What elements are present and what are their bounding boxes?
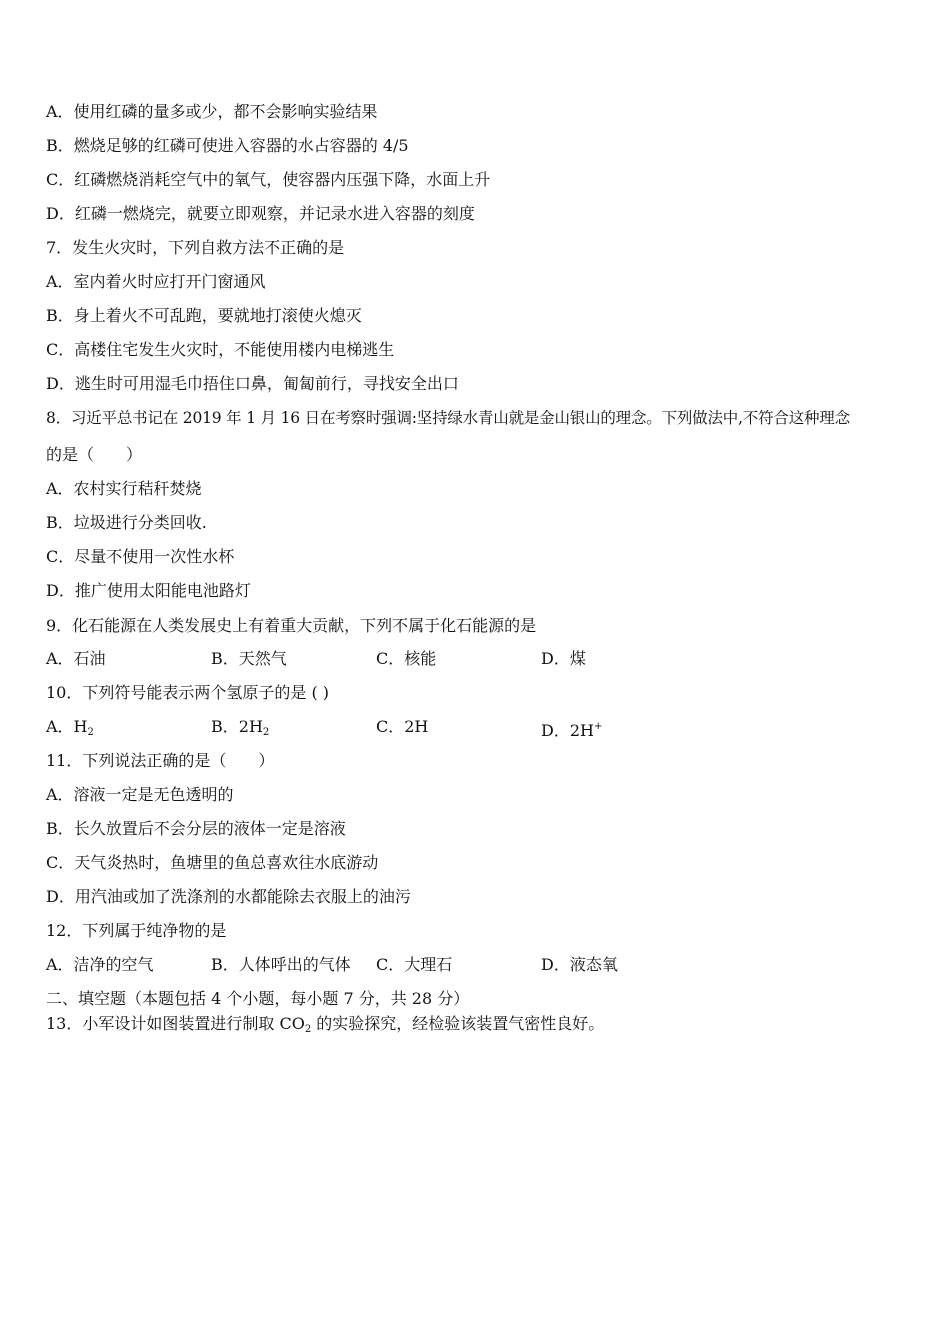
q6-option-d: D．红磷一燃烧完，就要立即观察，并记录水进入容器的刻度 — [46, 204, 475, 223]
q7-option-a: A．室内着火时应打开门窗通风 — [46, 272, 266, 291]
q9-option-d: D．煤 — [541, 649, 586, 668]
q10-option-a: A．$H_2$ — [46, 717, 94, 738]
q8-option-b: B．垃圾进行分类回收. — [46, 513, 207, 532]
q9-option-c: C．核能 — [376, 649, 437, 668]
q7-stem: 7．发生火灾时，下列自救方法不正确的是 — [46, 238, 345, 257]
q8-option-a: A．农村实行秸秆焚烧 — [46, 479, 202, 498]
q11-option-b: B．长久放置后不会分层的液体一定是溶液 — [46, 819, 346, 838]
q12-stem: 12．下列属于纯净物的是 — [46, 921, 227, 940]
q10-stem: 10．下列符号能表示两个氢原子的是 ( ) — [46, 683, 330, 702]
q10-options — [46, 715, 916, 745]
q10-option-b: B．$2H_2$ — [211, 717, 270, 738]
q9-stem: 9．化石能源在人类发展史上有着重大贡献，下列不属于化石能源的是 — [46, 616, 537, 635]
q8-option-d: D．推广使用太阳能电池路灯 — [46, 581, 251, 600]
q8-option-c: C．尽量不使用一次性水杯 — [46, 547, 235, 566]
q7-option-d: D．逃生时可用湿毛巾捂住口鼻，匍匐前行，寻找安全出口 — [46, 374, 459, 393]
q9-option-b: B．天然气 — [211, 649, 287, 668]
q6-option-c: C．红磷燃烧消耗空气中的氧气，使容器内压强下降，水面上升 — [46, 170, 491, 189]
q7-option-b: B．身上着火不可乱跑，要就地打滚使火熄灭 — [46, 306, 362, 325]
q12-option-c: C．大理石 — [376, 955, 453, 974]
q8-stem-line2: 的是（ ） — [46, 445, 143, 464]
q10-option-d: D．2H+ — [541, 721, 603, 740]
q7-option-c: C．高楼住宅发生火灾时，不能使用楼内电梯逃生 — [46, 340, 395, 359]
q9-options — [46, 647, 916, 671]
q12-option-d: D．液态氧 — [541, 955, 618, 974]
q13-stem: 13．小军设计如图装置进行制取 $CO_2$ 的实验探究，经检验该装置气密性良好。 — [46, 1014, 605, 1035]
q11-option-a: A．溶液一定是无色透明的 — [46, 785, 234, 804]
q9-option-a: A．石油 — [46, 649, 106, 668]
q12-option-b: B．人体呼出的气体 — [211, 955, 351, 974]
q11-option-d: D．用汽油或加了洗涤剂的水都能除去衣服上的油污 — [46, 887, 411, 906]
q6-option-b: B．燃烧足够的红磷可使进入容器的水占容器的 4/5 — [46, 136, 409, 155]
q6-option-a: A．使用红磷的量多或少，都不会影响实验结果 — [46, 102, 378, 121]
q12-options — [46, 953, 916, 977]
q12-option-a: A．洁净的空气 — [46, 955, 154, 974]
q11-stem: 11．下列说法正确的是（ ） — [46, 751, 275, 770]
q8-stem-line1: 8．习近平总书记在 2019 年 1 月 16 日在考察时强调:坚持绿水青山就是金山银山的理念。下列做法中,不符合这种理念 — [46, 409, 850, 427]
section-heading: 二、填空题（本题包括 4 个小题，每小题 7 分，共 28 分） — [46, 989, 470, 1008]
q11-option-c: C．天气炎热时，鱼塘里的鱼总喜欢往水底游动 — [46, 853, 379, 872]
q10-option-c: C．2H — [376, 717, 429, 736]
